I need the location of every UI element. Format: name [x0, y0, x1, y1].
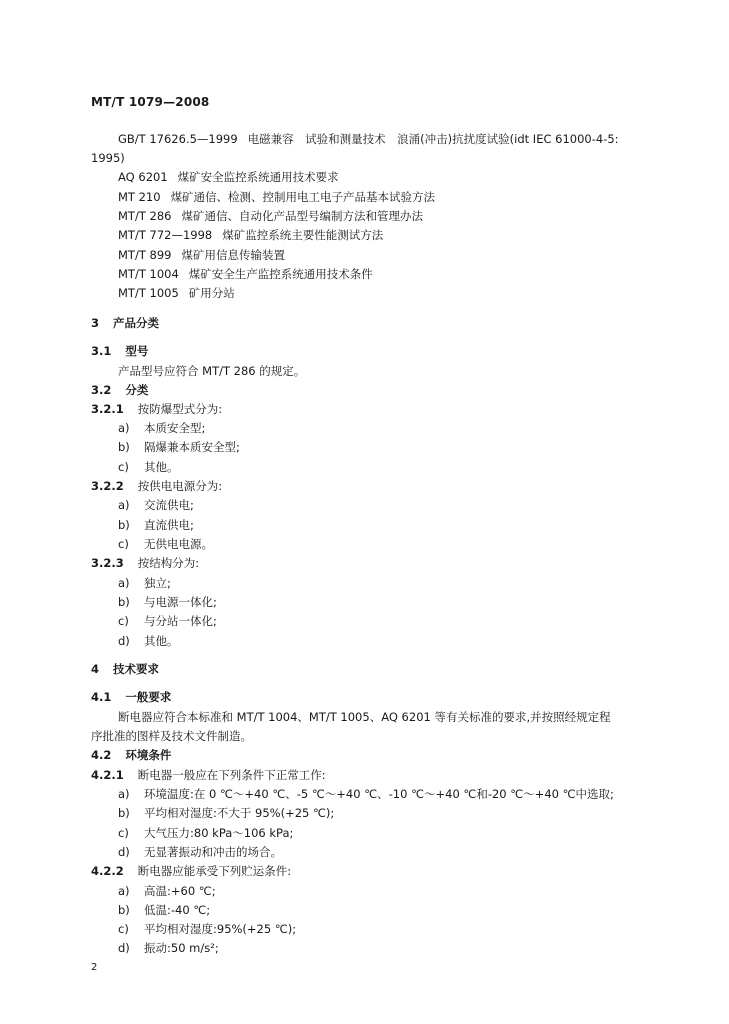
list-item [118, 520, 194, 532]
subsection-heading [91, 481, 222, 493]
item-label: b) [118, 595, 130, 609]
section-title: 一般要求 [125, 690, 172, 704]
item-text: 环境温度:在 0 ℃～+40 ℃、-5 ℃～+40 ℃、-10 ℃～+40 ℃和-20 ℃～+40 ℃中选取; [144, 787, 614, 801]
list-item [118, 597, 217, 609]
section-heading [91, 318, 159, 330]
item-text: 其他。 [144, 634, 179, 648]
item-label: a) [118, 498, 130, 512]
ref-continuation: 1995) [91, 151, 125, 165]
ref-title: 电磁兼容 试验和测量技术 浪涌(冲击)抗扰度试验(idt IEC 61000-4-5: [247, 132, 619, 146]
list-item [118, 539, 213, 551]
item-label: d) [118, 941, 130, 955]
ref-title: 矿用分站 [188, 286, 235, 300]
section-number: 3.2.3 [91, 556, 124, 570]
ref-line [118, 250, 285, 262]
paragraph: 产品型号应符合 MT/T 286 的规定。 [118, 364, 306, 378]
section-number: 3.2 [91, 383, 112, 397]
item-text: 交流供电; [144, 498, 194, 512]
list-item [118, 847, 282, 859]
item-text: 无显著振动和冲击的场合。 [144, 845, 282, 859]
list-item [118, 789, 614, 801]
item-label: a) [118, 421, 130, 435]
item-text: 平均相对湿度:不大于 95%(+25 ℃); [144, 806, 335, 820]
section-number: 4.1 [91, 690, 112, 704]
item-text: 其他。 [144, 460, 179, 474]
section-number: 4 [91, 662, 100, 676]
item-label: b) [118, 903, 130, 917]
section-number: 4.2 [91, 748, 112, 762]
ref-code: MT/T 1004 [118, 267, 179, 281]
item-label: a) [118, 576, 130, 590]
ref-code: MT/T 899 [118, 248, 172, 262]
item-label: c) [118, 460, 129, 474]
item-label: b) [118, 806, 130, 820]
section-title: 断电器应能承受下列贮运条件: [137, 864, 292, 878]
ref-code: AQ 6201 [118, 170, 168, 184]
list-item [118, 616, 217, 628]
section-heading [91, 346, 148, 358]
list-item [118, 905, 210, 917]
list-item [118, 828, 293, 840]
ref-line [118, 172, 339, 184]
section-title: 断电器一般应在下列条件下正常工作: [137, 768, 326, 782]
item-label: a) [118, 787, 130, 801]
section-title: 按供电电源分为: [137, 479, 223, 493]
section-title: 型号 [125, 344, 149, 358]
standard-header: MT/T 1079—2008 [91, 95, 210, 109]
ref-line [118, 211, 423, 223]
list-item [118, 808, 334, 820]
item-text: 无供电电源。 [144, 537, 213, 551]
list-item [118, 943, 219, 955]
item-text: 直流供电; [144, 518, 194, 532]
page-number: 2 [91, 962, 98, 973]
ref-code: MT/T 286 [118, 209, 172, 223]
list-item [118, 462, 179, 474]
list-item [118, 442, 240, 454]
list-item [118, 886, 216, 898]
item-text: 平均相对湿度:95%(+25 ℃); [144, 922, 297, 936]
ref-title: 煤矿通信、检测、控制用电工电子产品基本试验方法 [170, 190, 436, 204]
ref-code: MT 210 [118, 190, 161, 204]
ref-code: MT/T 1005 [118, 286, 179, 300]
ref-line [118, 288, 235, 300]
item-label: c) [118, 922, 129, 936]
section-number: 3 [91, 316, 100, 330]
item-label: d) [118, 845, 130, 859]
item-label: c) [118, 826, 129, 840]
ref-title: 煤矿监控系统主要性能测试方法 [222, 228, 384, 242]
item-label: a) [118, 884, 130, 898]
list-item [118, 500, 194, 512]
section-title: 分类 [125, 383, 149, 397]
section-number: 3.2.1 [91, 402, 124, 416]
list-item [118, 636, 179, 648]
item-label: c) [118, 537, 129, 551]
paragraph: 序批准的图样及技术文件制造。 [91, 729, 252, 743]
item-label: b) [118, 518, 130, 532]
ref-title: 煤矿安全生产监控系统通用技术条件 [188, 267, 373, 281]
ref-line [118, 269, 373, 281]
section-title: 按结构分为: [137, 556, 200, 570]
subsection-heading [91, 404, 222, 416]
item-label: d) [118, 634, 130, 648]
item-text: 高温:+60 ℃; [144, 884, 216, 898]
subsection-heading [91, 770, 326, 782]
section-number: 3.2.2 [91, 479, 124, 493]
section-title: 技术要求 [113, 662, 160, 676]
item-text: 低温:-40 ℃; [144, 903, 211, 917]
ref-line [118, 192, 435, 204]
paragraph: 断电器应符合本标准和 MT/T 1004、MT/T 1005、AQ 6201 等有关标准的要求,并按照经规定程 [118, 710, 611, 724]
item-text: 隔爆兼本质安全型; [144, 440, 240, 454]
item-text: 振动:50 m/s²; [144, 941, 219, 955]
ref-code: MT/T 772—1998 [118, 228, 213, 242]
item-label: c) [118, 614, 129, 628]
ref-line [118, 230, 383, 242]
item-label: b) [118, 440, 130, 454]
section-heading [91, 750, 171, 762]
section-number: 4.2.2 [91, 864, 124, 878]
item-text: 与电源一体化; [144, 595, 217, 609]
list-item [118, 924, 296, 936]
item-text: 大气压力:80 kPa～106 kPa; [144, 826, 294, 840]
section-heading [91, 385, 148, 397]
section-heading [91, 664, 159, 676]
ref-line [118, 134, 619, 146]
list-item [118, 578, 171, 590]
list-item [118, 423, 205, 435]
ref-code: GB/T 17626.5—1999 [118, 132, 238, 146]
section-title: 产品分类 [113, 316, 160, 330]
item-text: 本质安全型; [144, 421, 206, 435]
section-number: 3.1 [91, 344, 112, 358]
ref-title: 煤矿安全监控系统通用技术要求 [177, 170, 339, 184]
ref-title: 煤矿通信、自动化产品型号编制方法和管理办法 [181, 209, 423, 223]
item-text: 独立; [144, 576, 171, 590]
section-number: 4.2.1 [91, 768, 124, 782]
ref-title: 煤矿用信息传输装置 [181, 248, 285, 262]
section-title: 环境条件 [125, 748, 172, 762]
item-text: 与分站一体化; [144, 614, 217, 628]
subsection-heading [91, 558, 199, 570]
subsection-heading [91, 866, 291, 878]
section-title: 按防爆型式分为: [137, 402, 223, 416]
section-heading [91, 692, 171, 704]
